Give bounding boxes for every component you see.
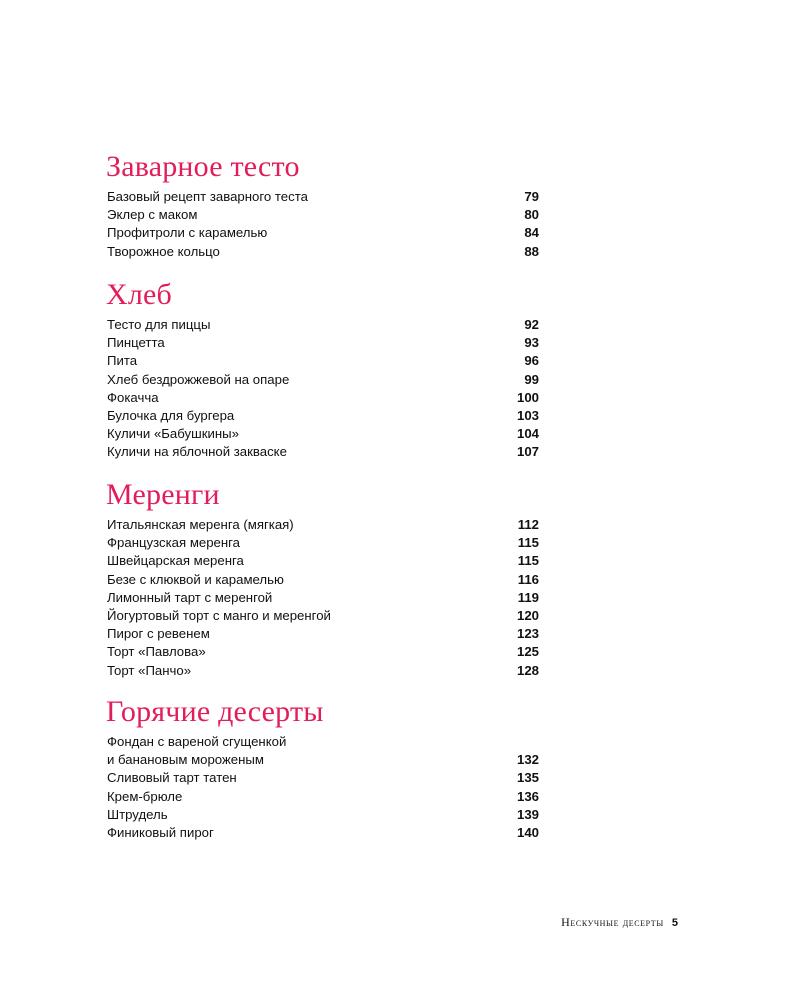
toc-entry[interactable] bbox=[107, 589, 539, 607]
entry-title: Торт «Павлова» bbox=[107, 644, 206, 660]
entry-page: 88 bbox=[524, 243, 539, 259]
page-number: 5 bbox=[671, 917, 678, 929]
toc-entry[interactable] bbox=[107, 443, 539, 461]
toc-entry[interactable] bbox=[107, 188, 539, 206]
entry-title: Торт «Панчо» bbox=[107, 662, 192, 678]
toc-entry[interactable] bbox=[107, 806, 539, 824]
entry-page: 115 bbox=[517, 553, 539, 569]
entry-title: Эклер с маком bbox=[107, 207, 198, 223]
section-hot-desserts bbox=[107, 695, 539, 842]
entry-title: Профитроли с карамелью bbox=[107, 225, 268, 241]
entry-title: Пита bbox=[107, 353, 138, 369]
entry-title: Фокачча bbox=[107, 389, 159, 405]
toc-entry[interactable] bbox=[107, 425, 539, 443]
entry-page: 96 bbox=[524, 353, 539, 369]
entry-page: 103 bbox=[516, 408, 539, 424]
page-footer bbox=[561, 915, 678, 930]
entry-page: 99 bbox=[524, 371, 539, 387]
section-bread bbox=[107, 278, 539, 462]
toc-entry[interactable] bbox=[107, 243, 539, 261]
entry-title: Булочка для бургера bbox=[107, 408, 235, 424]
toc-entry[interactable] bbox=[107, 552, 539, 570]
entry-page: 125 bbox=[516, 644, 539, 660]
entry-title: Куличи на яблочной закваске bbox=[107, 444, 287, 460]
toc-entry[interactable] bbox=[107, 224, 539, 242]
entry-title: Творожное кольцо bbox=[107, 243, 220, 259]
toc-entry[interactable] bbox=[107, 316, 539, 334]
section-choux bbox=[107, 150, 539, 261]
section-title: Заварное тесто bbox=[106, 150, 300, 183]
toc-entry[interactable] bbox=[107, 352, 539, 370]
entry-page: 107 bbox=[516, 444, 539, 460]
entry-page: 92 bbox=[524, 317, 539, 332]
toc-entry[interactable] bbox=[107, 407, 539, 425]
entry-page: 120 bbox=[516, 608, 539, 624]
entry-title: Сливовый тарт татен bbox=[107, 770, 237, 786]
entry-page: 136 bbox=[516, 788, 539, 804]
entry-page: 112 bbox=[517, 517, 539, 532]
entry-page: 135 bbox=[516, 770, 539, 786]
entry-title: Фондан с вареной сгущенкой и банановым мороженым bbox=[107, 734, 287, 768]
section-title: Горячие десерты bbox=[106, 695, 324, 728]
entry-page: 84 bbox=[524, 225, 539, 241]
entry-title: Безе с клюквой и карамелью bbox=[107, 571, 284, 587]
toc-entry[interactable] bbox=[107, 769, 539, 787]
toc-entry[interactable] bbox=[107, 389, 539, 407]
entry-title: Пинцетта bbox=[107, 335, 165, 351]
entry-title: Хлеб бездрожжевой на опаре bbox=[107, 371, 290, 387]
entry-title: Финиковый пирог bbox=[107, 825, 214, 841]
entry-page: 115 bbox=[517, 535, 539, 551]
entry-page: 139 bbox=[516, 806, 539, 822]
entry-title: Крем-брюле bbox=[107, 788, 183, 804]
toc-entry[interactable] bbox=[107, 662, 539, 680]
entry-title: Йогуртовый торт с манго и меренгой bbox=[107, 608, 331, 624]
entry-title: Лимонный тарт с меренгой bbox=[107, 589, 273, 605]
entry-page: 132 bbox=[516, 752, 539, 768]
entry-page: 140 bbox=[516, 825, 539, 841]
entry-title: Пирог с ревенем bbox=[107, 626, 210, 642]
entry-title: Штрудель bbox=[107, 806, 168, 822]
entry-page: 128 bbox=[516, 662, 539, 678]
entry-page: 93 bbox=[524, 335, 539, 351]
running-title: Нескучные десерты bbox=[561, 915, 664, 929]
entry-page: 100 bbox=[516, 389, 539, 405]
entry-page: 119 bbox=[517, 589, 539, 605]
entry-title: Французская меренга bbox=[107, 535, 241, 551]
entry-page: 123 bbox=[516, 626, 539, 642]
entry-title: Швейцарская меренга bbox=[107, 553, 244, 569]
section-title: Хлеб bbox=[106, 278, 173, 311]
section-title: Меренги bbox=[106, 478, 220, 511]
entry-title: Тесто для пиццы bbox=[107, 317, 211, 332]
entry-title: Куличи «Бабушкины» bbox=[107, 426, 239, 442]
entry-page: 104 bbox=[516, 426, 539, 442]
entry-page: 79 bbox=[524, 189, 539, 204]
section-meringue bbox=[107, 478, 539, 680]
toc-entry[interactable] bbox=[107, 371, 539, 389]
toc-entry[interactable] bbox=[107, 625, 539, 643]
entry-page: 80 bbox=[524, 207, 539, 223]
toc-entry[interactable] bbox=[107, 643, 539, 661]
toc-entry[interactable] bbox=[107, 788, 539, 806]
toc-entry[interactable] bbox=[107, 516, 539, 534]
toc-entry[interactable] bbox=[107, 607, 539, 625]
toc-entry[interactable] bbox=[107, 334, 539, 352]
entry-title: Итальянская меренга (мягкая) bbox=[107, 517, 294, 532]
toc-entry[interactable] bbox=[107, 571, 539, 589]
entry-title: Базовый рецепт заварного теста bbox=[107, 189, 308, 204]
entry-page: 116 bbox=[517, 571, 539, 587]
toc-entry[interactable] bbox=[107, 824, 539, 842]
toc-entry[interactable] bbox=[107, 534, 539, 552]
toc-entry[interactable] bbox=[107, 733, 539, 769]
toc-entry[interactable] bbox=[107, 206, 539, 224]
